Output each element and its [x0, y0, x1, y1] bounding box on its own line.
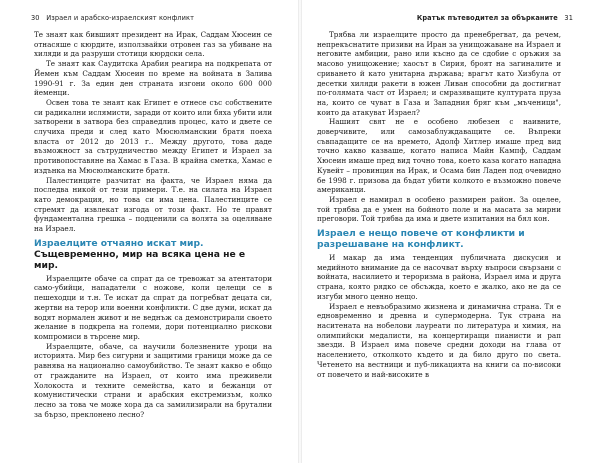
section-heading-blue: Израелците отчаяно искат мир. — [34, 237, 204, 249]
paragraph: Израелците обаче са спрат да се тревожат за атентатори само-убийци, нападатели с ножове, коли целещи се в пешеходци и т.н. Те искат да спрат да погребват децата си, жертви на терор или военни конфликти. С две думи, искат да водят нормален живот и не веднъж са демонстрирали своето желание в подкрепа на големи, дори потенциално рискови компромиси в търсене мир. — [34, 273, 272, 341]
left-page-body — [34, 30, 272, 419]
paragraph: Те знаят как бившият президент на Ирак, Саддам Хюсеин се отнасяше с кюрдите, използвайки отровен газ за убиване на хиляди и да разруши стотици кюрдски села. — [34, 30, 272, 59]
right-running-head — [417, 14, 573, 22]
paragraph: Палестинците разчитат на факта, че Израел няма да последва никой от тези примери. Т.е. на силата на Израел като демокрация, но това си има цена. Палестинците се стремят да извлекат изгода от този факт. Но те правят фундаментална грешка – подценили са волята за оцеляване на Израел. — [34, 175, 272, 234]
book-gutter — [298, 0, 302, 463]
section-heading — [34, 238, 272, 271]
left-running-head — [31, 14, 194, 22]
right-page-number: 31 — [564, 14, 573, 22]
left-page — [0, 0, 296, 463]
paragraph: И макар да има тенденция публичната дискусия и медийното внимание да се насочват върху въпроси свързани с войната, насилието и тероризма в района, Израел има и друга страна, която рядко се обсъжда, което е жалко, ако не да се изгуби много ценно нещо. — [317, 253, 561, 301]
paragraph: Израел е невъобразимо жизнена и динамична страна. Тя е едновременно и древна и супермодерна. Тук страна на наситената на нобелови лауреати по литература и химия, на олимпийски медалисти, на концертиращи пианисти и рап звезди. В Израел има повече средни доходи на глава от населението, отколкото където и да било друго по света. Четенето на вестници и пуб-ликацията на книги са по-високи от повечето и най-високите в — [317, 301, 561, 379]
section-heading: Израел е нещо повече от конфликти и разрешаване на конфликт. — [317, 228, 525, 251]
paragraph: Израел е намирал в особено размирен район. За оцелее, той трябва да е умен на бойното поле и на масата за мирни преговори. Той трябва да има и двете изпитания на бял кон. — [317, 194, 561, 224]
paragraph: Нашият свят не е особено любезен с наивните, доверчивите, или самозаблуждаващите се. Въпреки съвпадащите се на времето, Адолф Хитлер имаше пред вид точно какво казваше, когато написа Майн Кампф, Саддам Хюсеин имаше пред вид точно това, което каза когато нападна Кувейт – провинция на Ирак, и Осама бин Ладен под очевидно бе 1998 г. призова да бъдат убити колкото е възможно повече американци. — [317, 117, 561, 195]
section-heading-dark: Същевременно, мир на всяка цена не е мир. — [34, 248, 246, 271]
paragraph: Те знаят как Саудитска Арабия реагира на подкрепата от Йемен към Саддам Хюсеин по време на войната в Залива 1990-91 г. За един ден страната изгони около 600 000 йеменци. — [34, 59, 272, 98]
right-running-head-title: Кратък пътеводител за обърканите — [416, 14, 558, 22]
left-page-number: 30 — [31, 14, 40, 22]
right-page — [304, 0, 600, 463]
right-page-body — [317, 30, 561, 379]
paragraph: Израелците, обаче, са научили болезнените уроци на историята. Мир без сигурни и защитими граници може да се равнява на национално самоубийство. Те знаят какво е общо от гражданите на Израел, от които има преживели Холокоста и техните семейства, като и бежанци от комунистически страни и арабския екстремизъм, колко лесно за това че може хора да са замилизирали на брутални за бързо, преклонено лесно? — [34, 341, 272, 419]
paragraph: Трябва ли израелците просто да пренебрегват, да речем, непрекъснатите призиви на Иран за унищожаване на Израел и неговите амбиции, рано или късно да се сдобие с оръжия за масово унищожение; хаосът в Сирия, броят на загиналите и сриването й като унитарна държава; врагът като Хизбула от десетки хиляди ракети в южен Ливан способни да достигнат по-голямата част от Израел; и смразяващите културата пруза на, които се чуват в Газа и Западния бряг към „мъченици", които да атакуват Израел? — [317, 30, 561, 117]
paragraph: Освен това те знаят как Египет е отнесе със собствените си радикални ислямисти, заради от които или бяха убити или затворени в затвора без справедлив процес, като и двете се случиха преди и след като Мюсюлманскии братя поеха власта от 2012 до 2013 г.. Между другото, това даде възможност за сътрудничество между Египет и Израел за противопоставяне на Хамас в Газа. В крайна сметка, Хамас е издънка на Мюсюлманските братя. — [34, 97, 272, 175]
left-running-head-title: Израел и арабско-израелският конфликт — [46, 14, 195, 22]
